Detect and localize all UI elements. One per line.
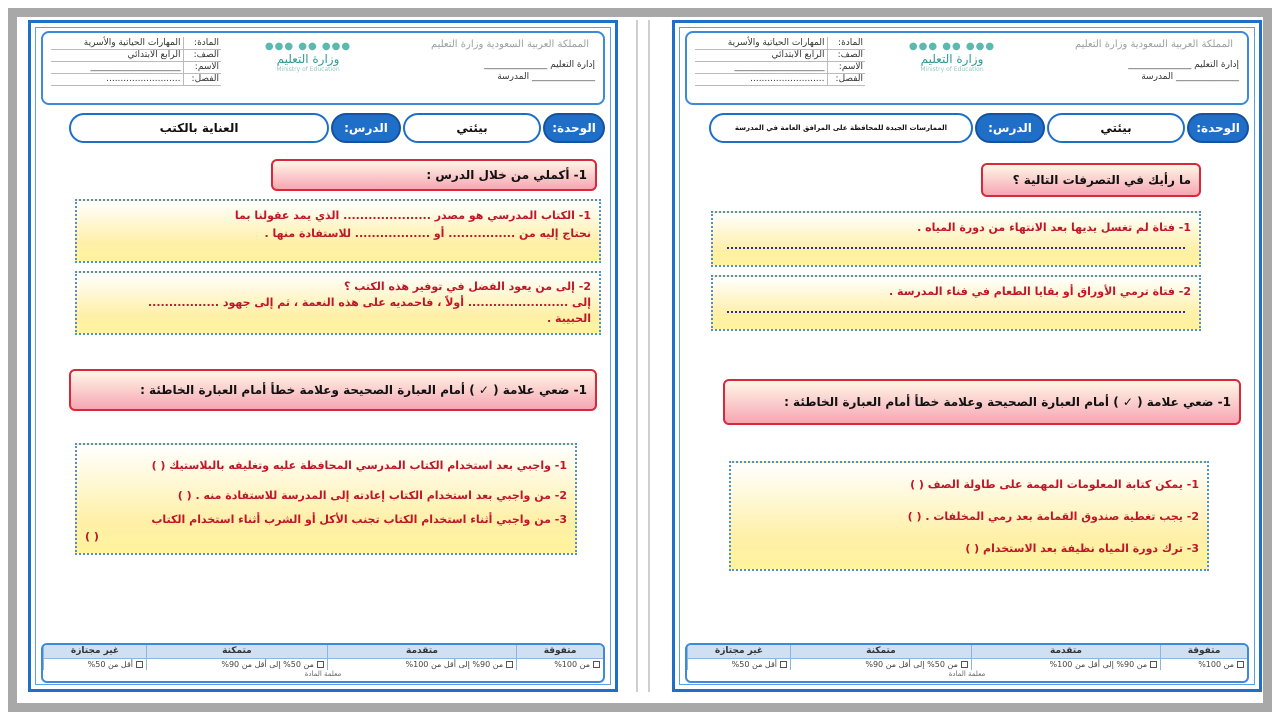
left-worksheet-page — [28, 20, 618, 692]
q1-item-1-line-2: نحتاج إليه من ................ أو .................. للاستفادة منها . — [264, 227, 591, 240]
q1-item-2: 2- فتاة ترمي الأوراق أو بقايا الطعام في فناء المدرسة . — [889, 285, 1191, 298]
page-divider-left — [636, 20, 638, 692]
q2-item-1: 1- واجبي بعد استخدام الكتاب المدرسي المحافظة عليه وتغليفه بالبلاستيك ( ) — [151, 459, 567, 472]
gov-emblem-text: المملكة العربية السعودية وزارة التعليم — [430, 39, 590, 50]
ministry-logo: ●●● ●● ●●● وزارة التعليم Ministry of Education — [253, 41, 363, 73]
section-label: الفصل: — [183, 73, 221, 85]
government-block: المملكة العربية السعودية وزارة التعليم إدارة التعليم ______________ ______________ المدرسة — [425, 39, 595, 83]
q1-item-2-box — [711, 275, 1201, 331]
q1-item-2-line-3: الحبيبة . — [547, 312, 591, 325]
unit-label: الوحدة: — [1187, 113, 1249, 143]
range-3: من 50% إلى أقل من 90% — [865, 659, 958, 669]
q1-item-2-line-1: 2- إلى من يعود الفضل في توفير هذه الكتب ؟ — [344, 280, 591, 293]
level-1-checkbox[interactable] — [593, 661, 600, 668]
edu-admin-label: إدارة التعليم — [550, 60, 595, 70]
school-label: المدرسة — [1141, 72, 1174, 82]
range-1: من 100% — [1198, 659, 1234, 669]
level-4-checkbox[interactable] — [136, 661, 143, 668]
range-2: من 90% إلى أقل من 100% — [1049, 659, 1148, 669]
lesson-label: الدرس: — [975, 113, 1045, 143]
grade-value: الرابع الابتدائي — [695, 49, 827, 61]
gov-emblem-text: المملكة العربية السعودية وزارة التعليم — [1074, 39, 1234, 50]
ministry-logo: ●●● ●● ●●● وزارة التعليم Ministry of Education — [897, 41, 1007, 73]
grade-label: الصف: — [183, 49, 221, 61]
section-field[interactable]: .......................... — [695, 73, 827, 85]
section-label: الفصل: — [827, 73, 865, 85]
unit-label: الوحدة: — [543, 113, 605, 143]
name-field[interactable]: ____________________ — [695, 61, 827, 73]
grade-footer — [685, 643, 1249, 683]
lesson-label: الدرس: — [331, 113, 401, 143]
level-1-checkbox[interactable] — [1237, 661, 1244, 668]
question-1-title: 1- أكملي من خلال الدرس : — [271, 159, 597, 191]
range-2: من 90% إلى أقل من 100% — [405, 659, 504, 669]
subject-label: المادة: — [827, 37, 865, 49]
q1-item-1-box — [75, 199, 601, 263]
lesson-value: الممارسات الجيدة للمحافظة على المرافق العامة في المدرسة — [709, 113, 973, 143]
level-2-checkbox[interactable] — [506, 661, 513, 668]
range-3: من 50% إلى أقل من 90% — [221, 659, 314, 669]
level-3-checkbox[interactable] — [961, 661, 968, 668]
q1-item-2-box — [75, 271, 601, 335]
q1-item-1: 1- فتاة لم تغسل يديها بعد الانتهاء من دورة المياه . — [917, 221, 1191, 234]
q2-item-3-answer: ( ) — [85, 530, 99, 543]
subject-value: المهارات الحياتية والأسرية — [51, 37, 183, 49]
unit-lesson-bar — [685, 111, 1249, 145]
level-4-checkbox[interactable] — [780, 661, 787, 668]
q2-item-2: 2- يجب تغطية صندوق القمامة بعد رمي المخلفات . ( ) — [907, 510, 1199, 523]
q1-item-1-line-1: 1- الكتاب المدرسي هو مصدر ..................... الذي يمد عقولنا بما — [234, 209, 591, 222]
q2-items-box — [729, 461, 1209, 571]
level-4: غير مجتازة — [44, 645, 147, 658]
level-3-checkbox[interactable] — [317, 661, 324, 668]
q1-item-2-line-2: إلى ........................ أولاً ، فاحمديه على هذه النعمة ، ثم إلى جهود ................. — [147, 296, 591, 309]
grade-value: الرابع الابتدائي — [51, 49, 183, 61]
ministry-en: Ministry of Education — [920, 66, 984, 73]
level-3: متمكنة — [791, 645, 972, 658]
range-4: أقل من 50% — [731, 659, 778, 669]
level-2-checkbox[interactable] — [1150, 661, 1157, 668]
q2-item-3: 3- من واجبي أثناء استخدام الكتاب تجنب الأكل أو الشرب أثناء استخدام الكتاب — [151, 513, 567, 526]
q1-item-1-box — [711, 211, 1201, 267]
unit-lesson-bar — [41, 111, 605, 145]
subject-value: المهارات الحياتية والأسرية — [695, 37, 827, 49]
school-label: المدرسة — [497, 72, 530, 82]
level-1: متفوقة — [1161, 645, 1247, 658]
ministry-en: Ministry of Education — [276, 66, 340, 73]
question-2-title: 1- ضعي علامة ( ✓ ) أمام العبارة الصحيحة وعلامة خطأ أمام العبارة الخاطئة : — [723, 379, 1241, 425]
lesson-value: العناية بالكتب — [69, 113, 329, 143]
level-1: متفوقة — [517, 645, 603, 658]
name-label: الاسم: — [827, 61, 865, 73]
question-2-title: 1- ضعي علامة ( ✓ ) أمام العبارة الصحيحة وعلامة خطأ أمام العبارة الخاطئة : — [69, 369, 597, 411]
edu-admin-label: إدارة التعليم — [1194, 60, 1239, 70]
range-4: أقل من 50% — [87, 659, 134, 669]
ministry-name: وزارة التعليم — [276, 52, 340, 66]
right-worksheet-page — [672, 20, 1262, 692]
teacher-signature: معلمة المادة — [948, 670, 986, 678]
name-field[interactable]: ____________________ — [51, 61, 183, 73]
name-label: الاسم: — [183, 61, 221, 73]
subject-label: المادة: — [183, 37, 221, 49]
student-info-table — [695, 37, 865, 86]
q2-item-1: 1- يمكن كتابة المعلومات المهمة على طاولة الصف ( ) — [910, 478, 1199, 491]
grade-label: الصف: — [827, 49, 865, 61]
q1-item-2-answer-line[interactable] — [727, 301, 1185, 313]
question-1-title: ما رأيك في التصرفات التالية ؟ — [981, 163, 1201, 197]
level-3: متمكنة — [147, 645, 328, 658]
grade-footer — [41, 643, 605, 683]
student-info-table — [51, 37, 221, 86]
level-2: متقدمة — [327, 645, 516, 658]
q2-item-3: 3- ترك دورة المياه نظيفة بعد الاستخدام ( ) — [965, 542, 1199, 555]
page-divider-right — [648, 20, 650, 692]
teacher-signature: معلمة المادة — [304, 670, 342, 678]
range-1: من 100% — [554, 659, 590, 669]
level-2: متقدمة — [971, 645, 1160, 658]
page-header — [685, 31, 1249, 105]
q2-items-box — [75, 443, 577, 555]
q2-item-2: 2- من واجبي بعد استخدام الكتاب إعادته إلى المدرسة للاستفادة منه . ( ) — [177, 489, 567, 502]
q1-item-1-answer-line[interactable] — [727, 237, 1185, 249]
level-4: غير مجتازة — [688, 645, 791, 658]
unit-value: بيئتي — [1047, 113, 1185, 143]
unit-value: بيئتي — [403, 113, 541, 143]
ministry-name: وزارة التعليم — [920, 52, 984, 66]
government-block: المملكة العربية السعودية وزارة التعليم إدارة التعليم ______________ ______________ المدرسة — [1069, 39, 1239, 83]
page-header — [41, 31, 605, 105]
section-field[interactable]: .......................... — [51, 73, 183, 85]
